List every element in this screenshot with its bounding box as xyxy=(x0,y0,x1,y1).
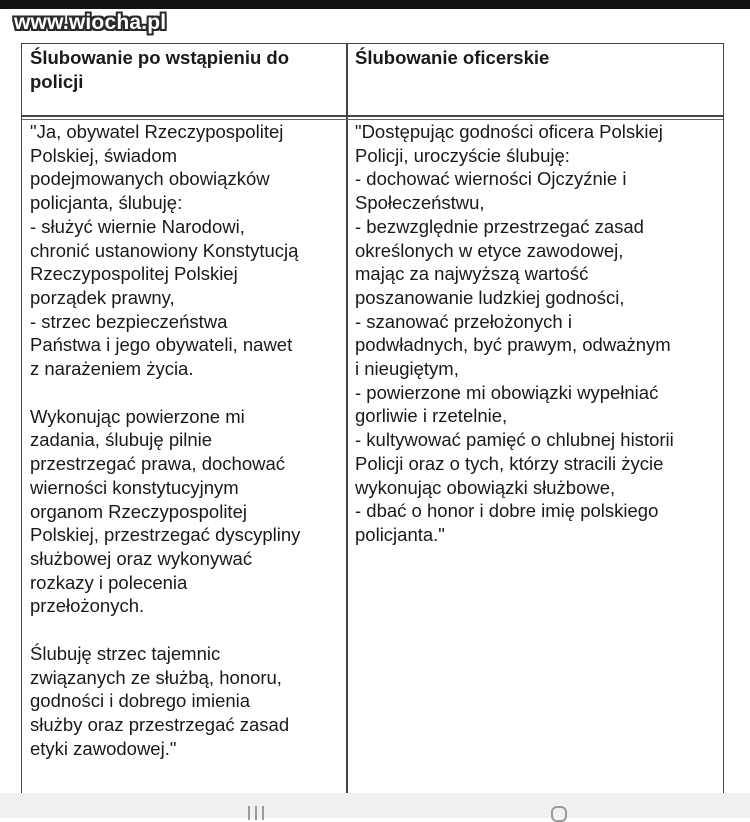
watermark: www.wiocha.pl xyxy=(14,11,167,34)
text-line: podwładnych, być prawym, odważnym xyxy=(355,334,671,356)
right-header-cell: Ślubowanie oficerskie xyxy=(355,47,550,68)
text-line: - szanować przełożonych i xyxy=(355,310,572,332)
text-line: policjanta, ślubuję: xyxy=(30,192,183,214)
text-line: policjanta." xyxy=(355,523,445,545)
text-line: Policji, uroczyście ślubuję: xyxy=(355,144,570,166)
text-line: Wykonując powierzone mi xyxy=(30,405,245,427)
header-divider xyxy=(22,115,723,117)
right-body-cell xyxy=(355,120,721,547)
text-line: przełożonych. xyxy=(30,595,145,617)
text-line: z narażeniem życia. xyxy=(30,358,194,380)
text-line: godności i dobrego imienia xyxy=(30,690,251,712)
text-line: "Ja, obywatel Rzeczypospolitej xyxy=(30,121,284,142)
text-line: poszanowanie ludzkiej godności, xyxy=(355,286,625,308)
text-line: Państwa i jego obywateli, nawet xyxy=(30,334,293,356)
left-header-cell xyxy=(30,46,340,94)
oath-table xyxy=(21,43,724,793)
text-line: - bezwzględnie przestrzegać zasad xyxy=(355,215,644,237)
left-header-line: policji xyxy=(30,71,84,92)
text-line: Rzeczypospolitej Polskiej xyxy=(30,263,238,285)
text-line: etyki zawodowej." xyxy=(30,737,177,759)
text-line: wykonując obowiązki służbowe, xyxy=(355,476,616,498)
home-icon[interactable] xyxy=(551,806,567,822)
text-line: - dbać o honor i dobre imię polskiego xyxy=(355,500,659,522)
navigation-bar xyxy=(0,793,750,818)
text-line: przestrzegać prawa, dochować xyxy=(30,453,286,475)
text-line: chronić ustanowiony Konstytucją xyxy=(30,239,299,261)
left-header-line: Ślubowanie po wstąpieniu do xyxy=(30,47,290,68)
text-line: - służyć wiernie Narodowi, xyxy=(30,215,245,237)
text-line: wierności konstytucyjnym xyxy=(30,476,239,498)
text-line: Polskiej, przestrzegać dyscypliny xyxy=(30,524,301,546)
paragraph-gap xyxy=(30,618,342,642)
text-line: służby oraz przestrzegać zasad xyxy=(30,714,290,736)
column-divider xyxy=(346,44,348,793)
text-line: i nieugiętym, xyxy=(355,358,459,380)
text-line: Społeczeństwu, xyxy=(355,192,485,214)
text-line: służbowej oraz wykonywać xyxy=(30,547,253,569)
text-line: organom Rzeczypospolitej xyxy=(30,500,247,522)
text-line: Polskiej, świadom xyxy=(30,144,178,166)
top-status-bar xyxy=(0,0,750,9)
text-line: określonych w etyce zawodowej, xyxy=(355,239,624,261)
left-body-cell xyxy=(30,120,342,761)
text-line: gorliwie i rzetelnie, xyxy=(355,405,508,427)
text-line: - kultywować pamięć o chlubnej historii xyxy=(355,429,674,451)
text-line: "Dostępując godności oficera Polskiej xyxy=(355,121,663,142)
text-line: rozkazy i polecenia xyxy=(30,571,188,593)
text-line: mając za najwyższą wartość xyxy=(355,263,589,285)
text-line: - powierzone mi obowiązki wypełniać xyxy=(355,381,659,403)
text-line: - dochować wierności Ojczyźnie i xyxy=(355,168,627,190)
text-line: związanych ze służbą, honoru, xyxy=(30,666,282,688)
text-line: - strzec bezpieczeństwa xyxy=(30,310,228,332)
text-line: Ślubuję strzec tajemnic xyxy=(30,643,221,665)
text-line: zadania, ślubuję pilnie xyxy=(30,429,213,451)
text-line: porządek prawny, xyxy=(30,286,175,308)
paragraph-gap xyxy=(30,381,342,405)
text-line: podejmowanych obowiązków xyxy=(30,168,270,190)
text-line: Policji oraz o tych, którzy stracili życie xyxy=(355,452,664,474)
